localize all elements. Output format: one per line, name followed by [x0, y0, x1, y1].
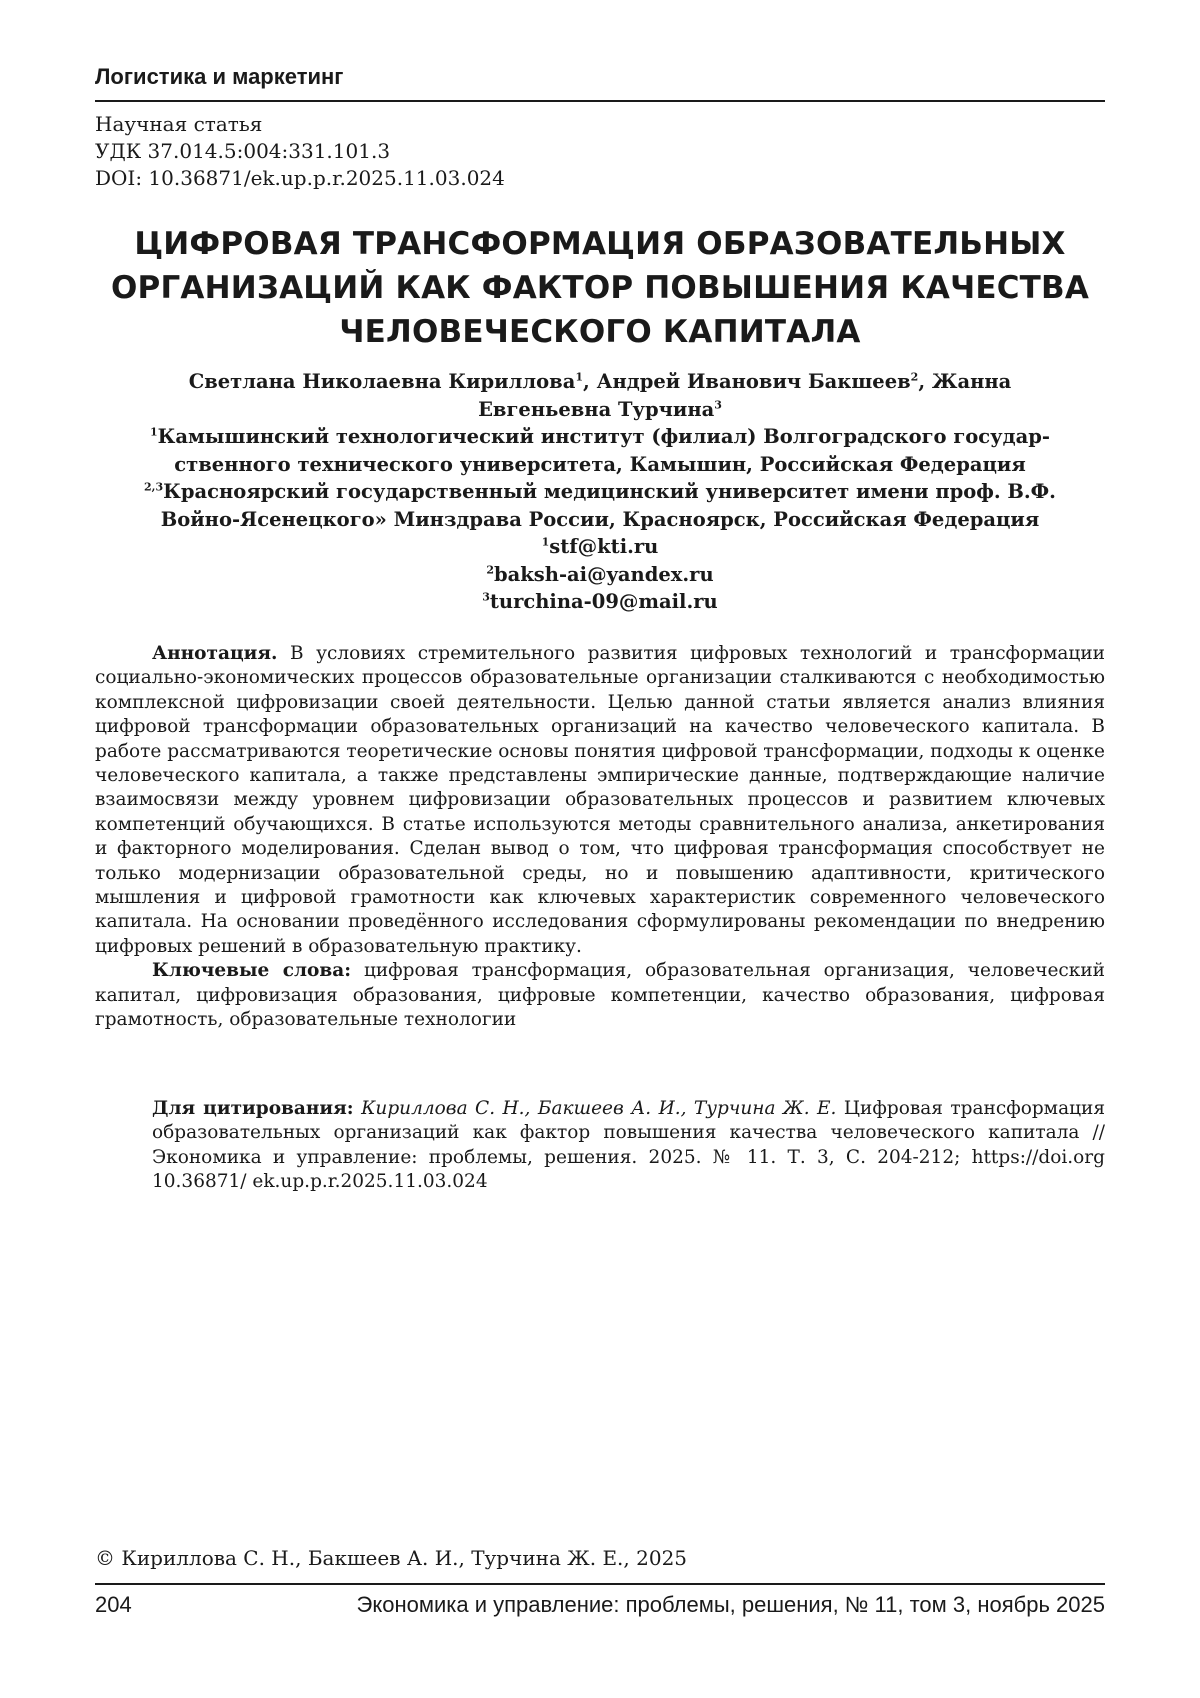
title-line: ОРГАНИЗАЦИЙ КАК ФАКТОР ПОВЫШЕНИЯ КАЧЕСТВА — [110, 270, 1090, 306]
author-email: $^1$stf@kti.ru — [541, 535, 659, 558]
citation-label: Для цитирования: — [152, 1098, 354, 1119]
article-meta — [95, 111, 1105, 192]
abstract-paragraph — [95, 642, 1105, 959]
author-name: Андрей Иванович Бакшеев — [596, 370, 911, 393]
citation-section — [152, 1097, 1105, 1195]
affiliation-line: $^1$Камышинский технологический институт (филиал) Волгоградского государ- — [149, 425, 1051, 448]
keywords-text: цифровая трансформация, образовательная организация, человеческий капитал, цифровизация образования, цифровые компетенции, качество образования, цифровая грамотность, образовательные технологии — [95, 960, 1105, 1031]
abstract-text: В условиях стремительного развития цифровых технологий и трансформации социально-экономических процессов образовательные организации сталкиваются с необходимостью комплексной цифровизации своей деятельности. Целью данной статьи является анализ влияния цифровой трансформации образовательных организаций на качество человеческого капитала. В работе рассматриваются теоретические основы понятия цифровой трансформации, подходы к оценке человеческого капитала, а также представлены эмпирические данные, подтверждающие наличие взаимосвязи между уровнем цифровизации образовательных процессов и развитием ключевых компетенций обучающихся. В статье используются методы сравнительного анализа, анкетирования и факторного моделирования. Сделан вывод о том, что цифровая трансформация способствует не только модернизации образовательной среды, но и повышению адаптивности, критического мышления и цифровой грамотности как ключевых характеристик современного человеческого капитала. На основании проведённого исследования сформулированы рекомендации по внедрению цифровых решений в образовательную практику. — [95, 643, 1105, 957]
footer-rule — [95, 1583, 1105, 1585]
abstract-label: Аннотация. — [152, 643, 278, 664]
author-email: $^3$turchina-09@mail.ru — [482, 590, 718, 613]
abstract-section — [95, 642, 1105, 1033]
authors-line: Светлана Николаевна Кириллова$^1$, Андрей Иванович Бакшеев$^2$, Жанна — [188, 370, 1012, 393]
keywords-label: Ключевые слова: — [152, 960, 352, 982]
paper-page — [95, 0, 1105, 1698]
article-type: Научная статья — [95, 112, 263, 136]
copyright-notice: © Кириллова С. Н., Бакшеев А. И., Турчина Ж. Е., 2025 — [95, 1546, 688, 1570]
title-line: ЦИФРОВАЯ ТРАНСФОРМАЦИЯ ОБРАЗОВАТЕЛЬНЫХ — [134, 226, 1066, 262]
keywords-paragraph — [95, 959, 1105, 1032]
author-email: $^2$baksh-ai@yandex.ru — [486, 562, 714, 586]
affiliation-line: Войно-Ясенецкого» Минздрава России, Красноярск, Российская Федерация — [160, 507, 1040, 531]
affiliation-line: $^{2,3}$Красноярский государственный медицинский университет имени проф. В.Ф. — [144, 480, 1056, 503]
author-name: Светлана Николаевна Кириллова — [188, 370, 576, 393]
article-title — [95, 222, 1105, 354]
affiliation-line: ственного технического университета, Камышин, Российская Федерация — [174, 452, 1026, 476]
citation-authors: Кириллова С. Н., Бакшеев А. И., Турчина Ж. Е. — [361, 1098, 837, 1119]
udk-code: УДК 37.014.5:004:331.101.3 — [95, 139, 391, 163]
header-rule — [95, 100, 1105, 102]
doi: DOI: 10.36871/ek.up.p.r.2025.11.03.024 — [95, 166, 505, 190]
title-line: ЧЕЛОВЕЧЕСКОГО КАПИТАЛА — [339, 314, 861, 350]
page-footer — [95, 1592, 1105, 1618]
authors-block — [95, 368, 1105, 616]
journal-info: Экономика и управление: проблемы, решения, № 11, том 3, ноябрь 2025 — [356, 1592, 1105, 1617]
author-name: Евгеньевна Турчина — [478, 397, 715, 421]
authors-line: Евгеньевна Турчина$^3$ — [478, 397, 722, 421]
journal-section: Логистика и маркетинг — [95, 64, 344, 89]
page-number: 204 — [95, 1592, 132, 1617]
citation-text: Цифровая трансформация образовательных организаций как фактор повышения качества человеческого капитала // Экономика и управление: проблемы, решения. 2025. № 11. Т. 3, С. 204-212; https://doi.org 10.36871/ ek.up.p.r.2025.11.03.024 — [152, 1098, 1105, 1193]
